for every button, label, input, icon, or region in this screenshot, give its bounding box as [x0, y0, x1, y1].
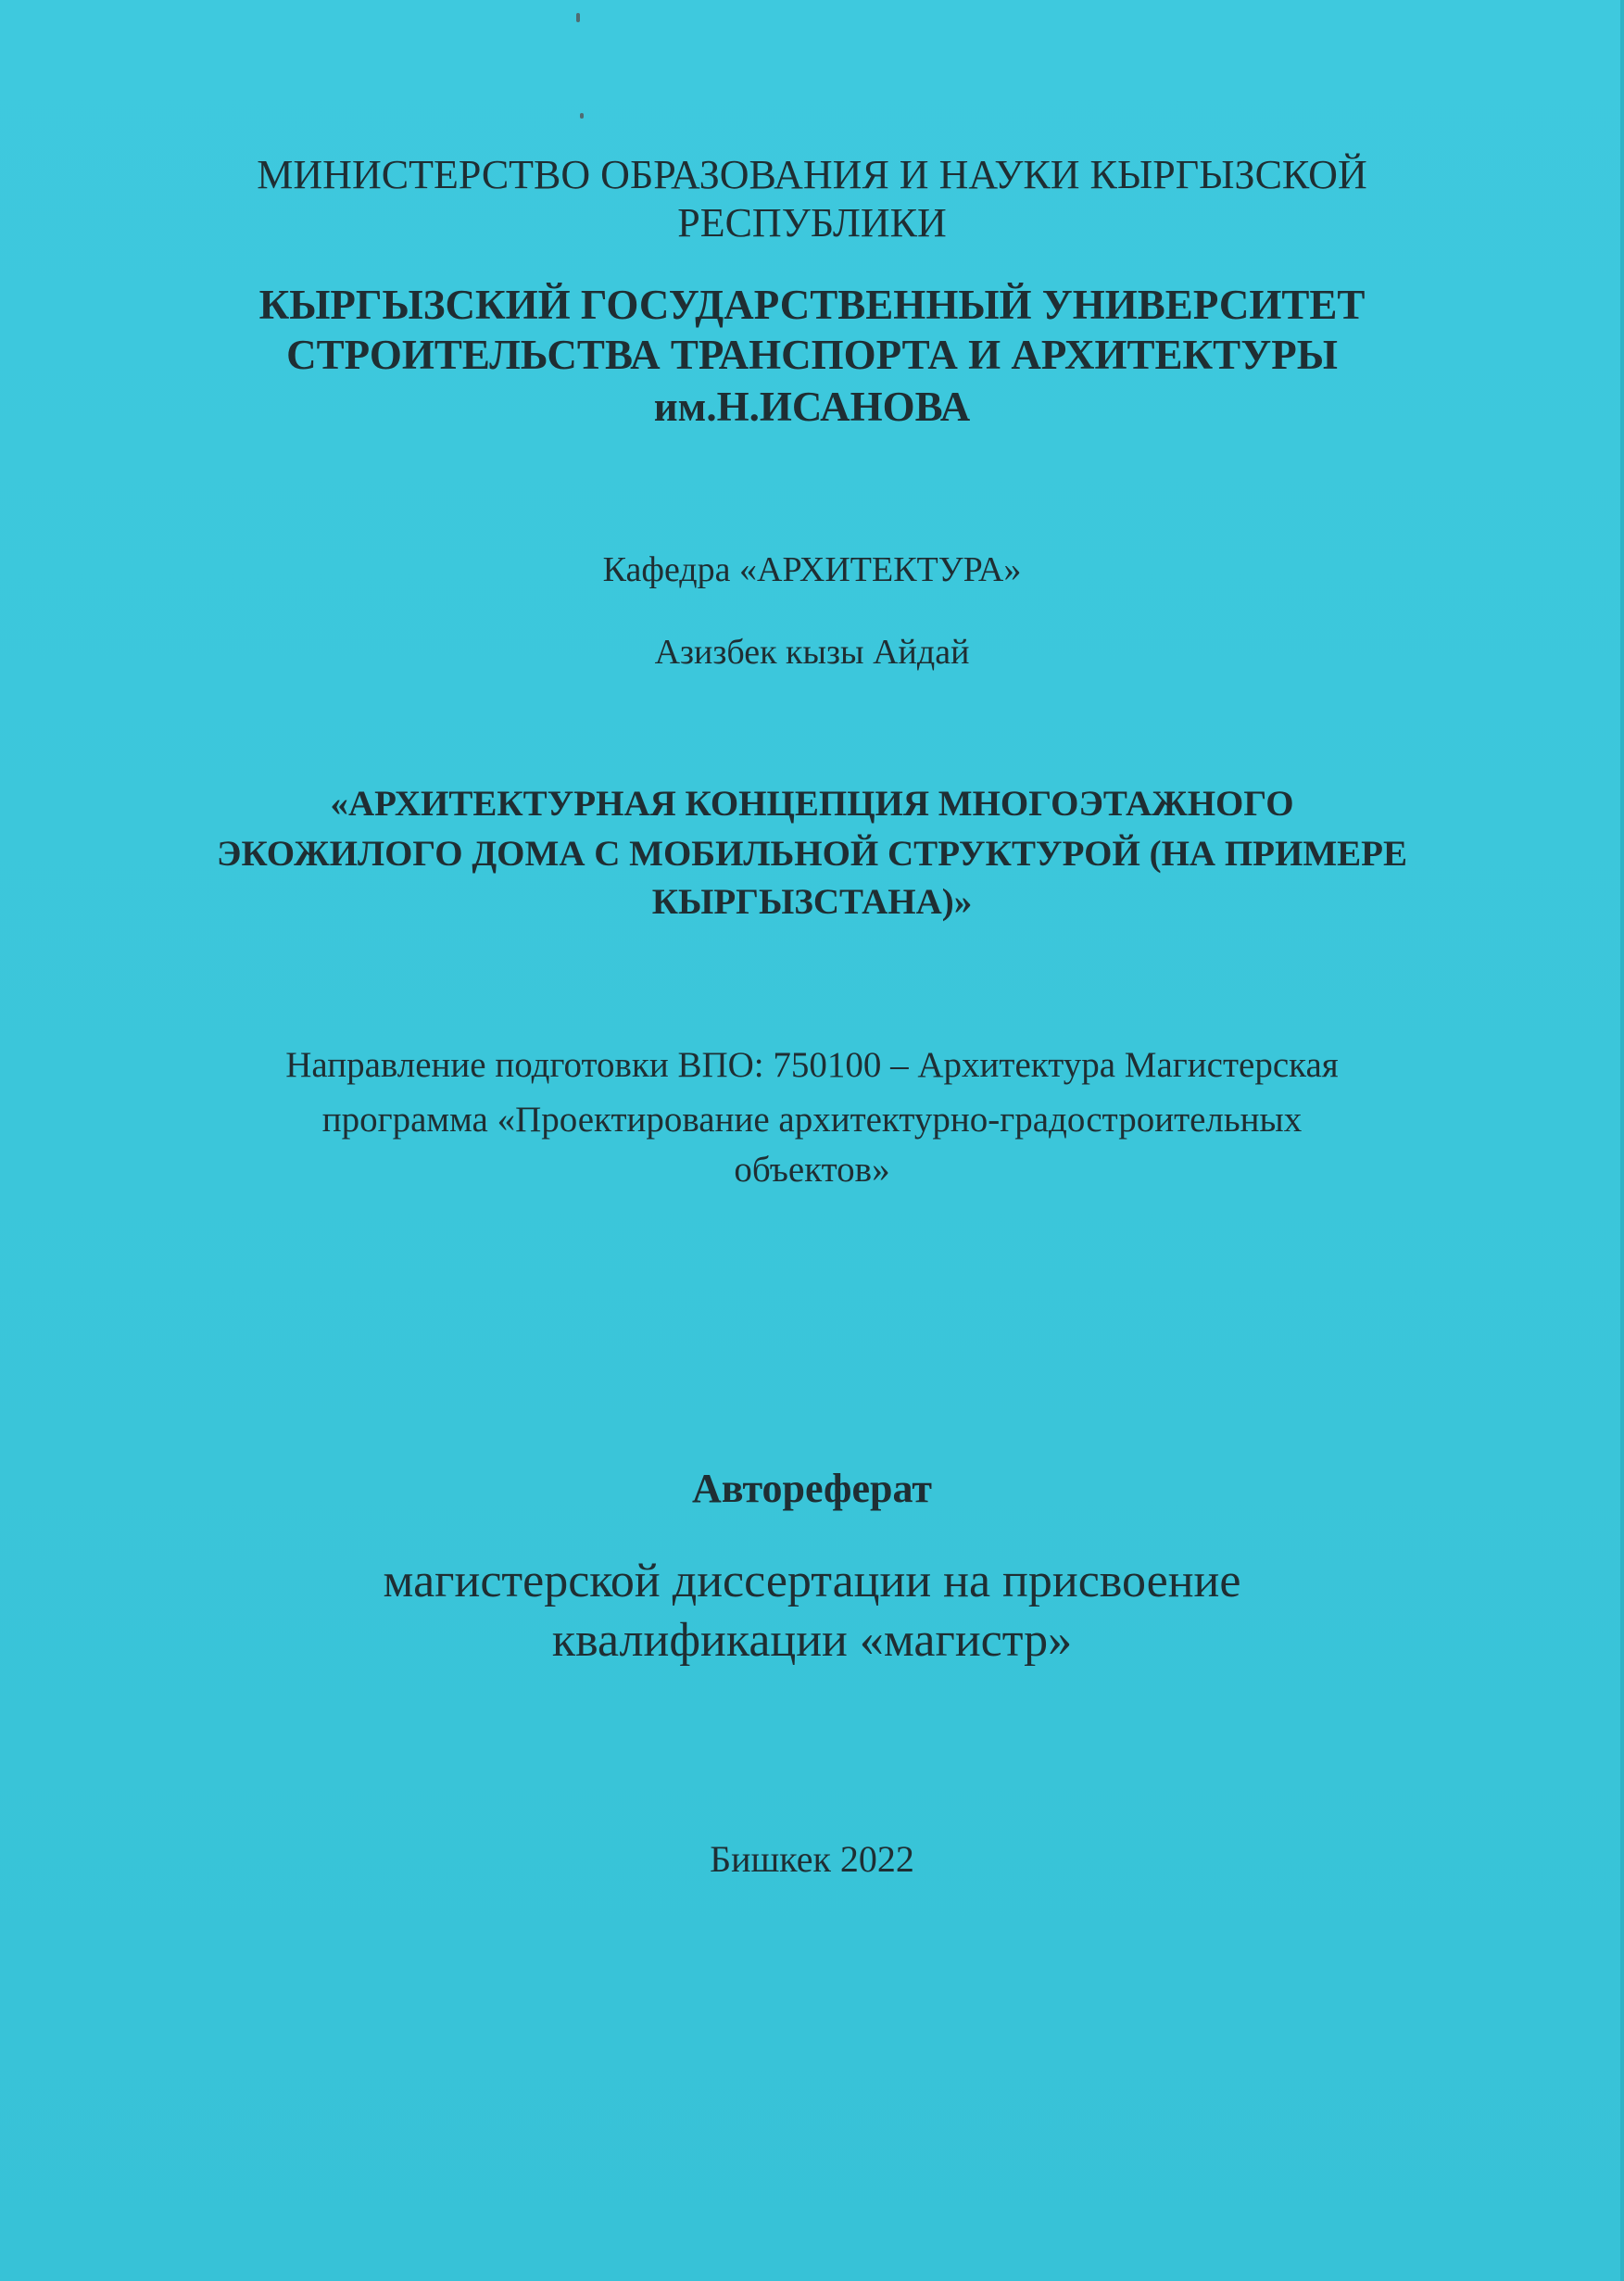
print-speck [576, 13, 580, 22]
direction-line-1: Направление подготовки ВПО: 750100 – Архитектура Магистерская [285, 1045, 1339, 1085]
print-speck [580, 113, 584, 119]
university-line-3: им.Н.ИСАНОВА [653, 384, 971, 430]
document-type: Автореферат [692, 1466, 932, 1511]
university-line-1: КЫРГЫЗСКИЙ ГОСУДАРСТВЕННЫЙ УНИВЕРСИТЕТ [258, 282, 1366, 328]
thesis-title-line-1: «АРХИТЕКТУРНАЯ КОНЦЕПЦИЯ МНОГОЭТАЖНОГО [330, 784, 1294, 824]
department: Кафедра «АРХИТЕКТУРА» [602, 550, 1022, 589]
direction-line-3: объектов» [734, 1150, 890, 1190]
direction-line-2: программа «Проектирование архитектурно-градостроительных [321, 1100, 1303, 1140]
city-year: Бишкек 2022 [710, 1838, 914, 1880]
thesis-title-line-2: ЭКОЖИЛОГО ДОМА С МОБИЛЬНОЙ СТРУКТУРОЙ (НА ПРИМЕРЕ [217, 834, 1407, 874]
ministry-line-1: МИНИСТЕРСТВО ОБРАЗОВАНИЯ И НАУКИ КЫРГЫЗСКОЙ [257, 152, 1367, 197]
purpose-line-1: магистерской диссертации на присвоение [383, 1555, 1241, 1607]
purpose-line-2: квалификации «магистр» [551, 1614, 1073, 1667]
author: Азизбек кызы Айдай [654, 633, 970, 672]
thesis-title-line-3: КЫРГЫЗСТАНА)» [651, 882, 973, 922]
university-line-2: СТРОИТЕЛЬСТВА ТРАНСПОРТА И АРХИТЕКТУРЫ [286, 332, 1338, 378]
ministry-line-2: РЕСПУБЛИКИ [677, 200, 947, 246]
